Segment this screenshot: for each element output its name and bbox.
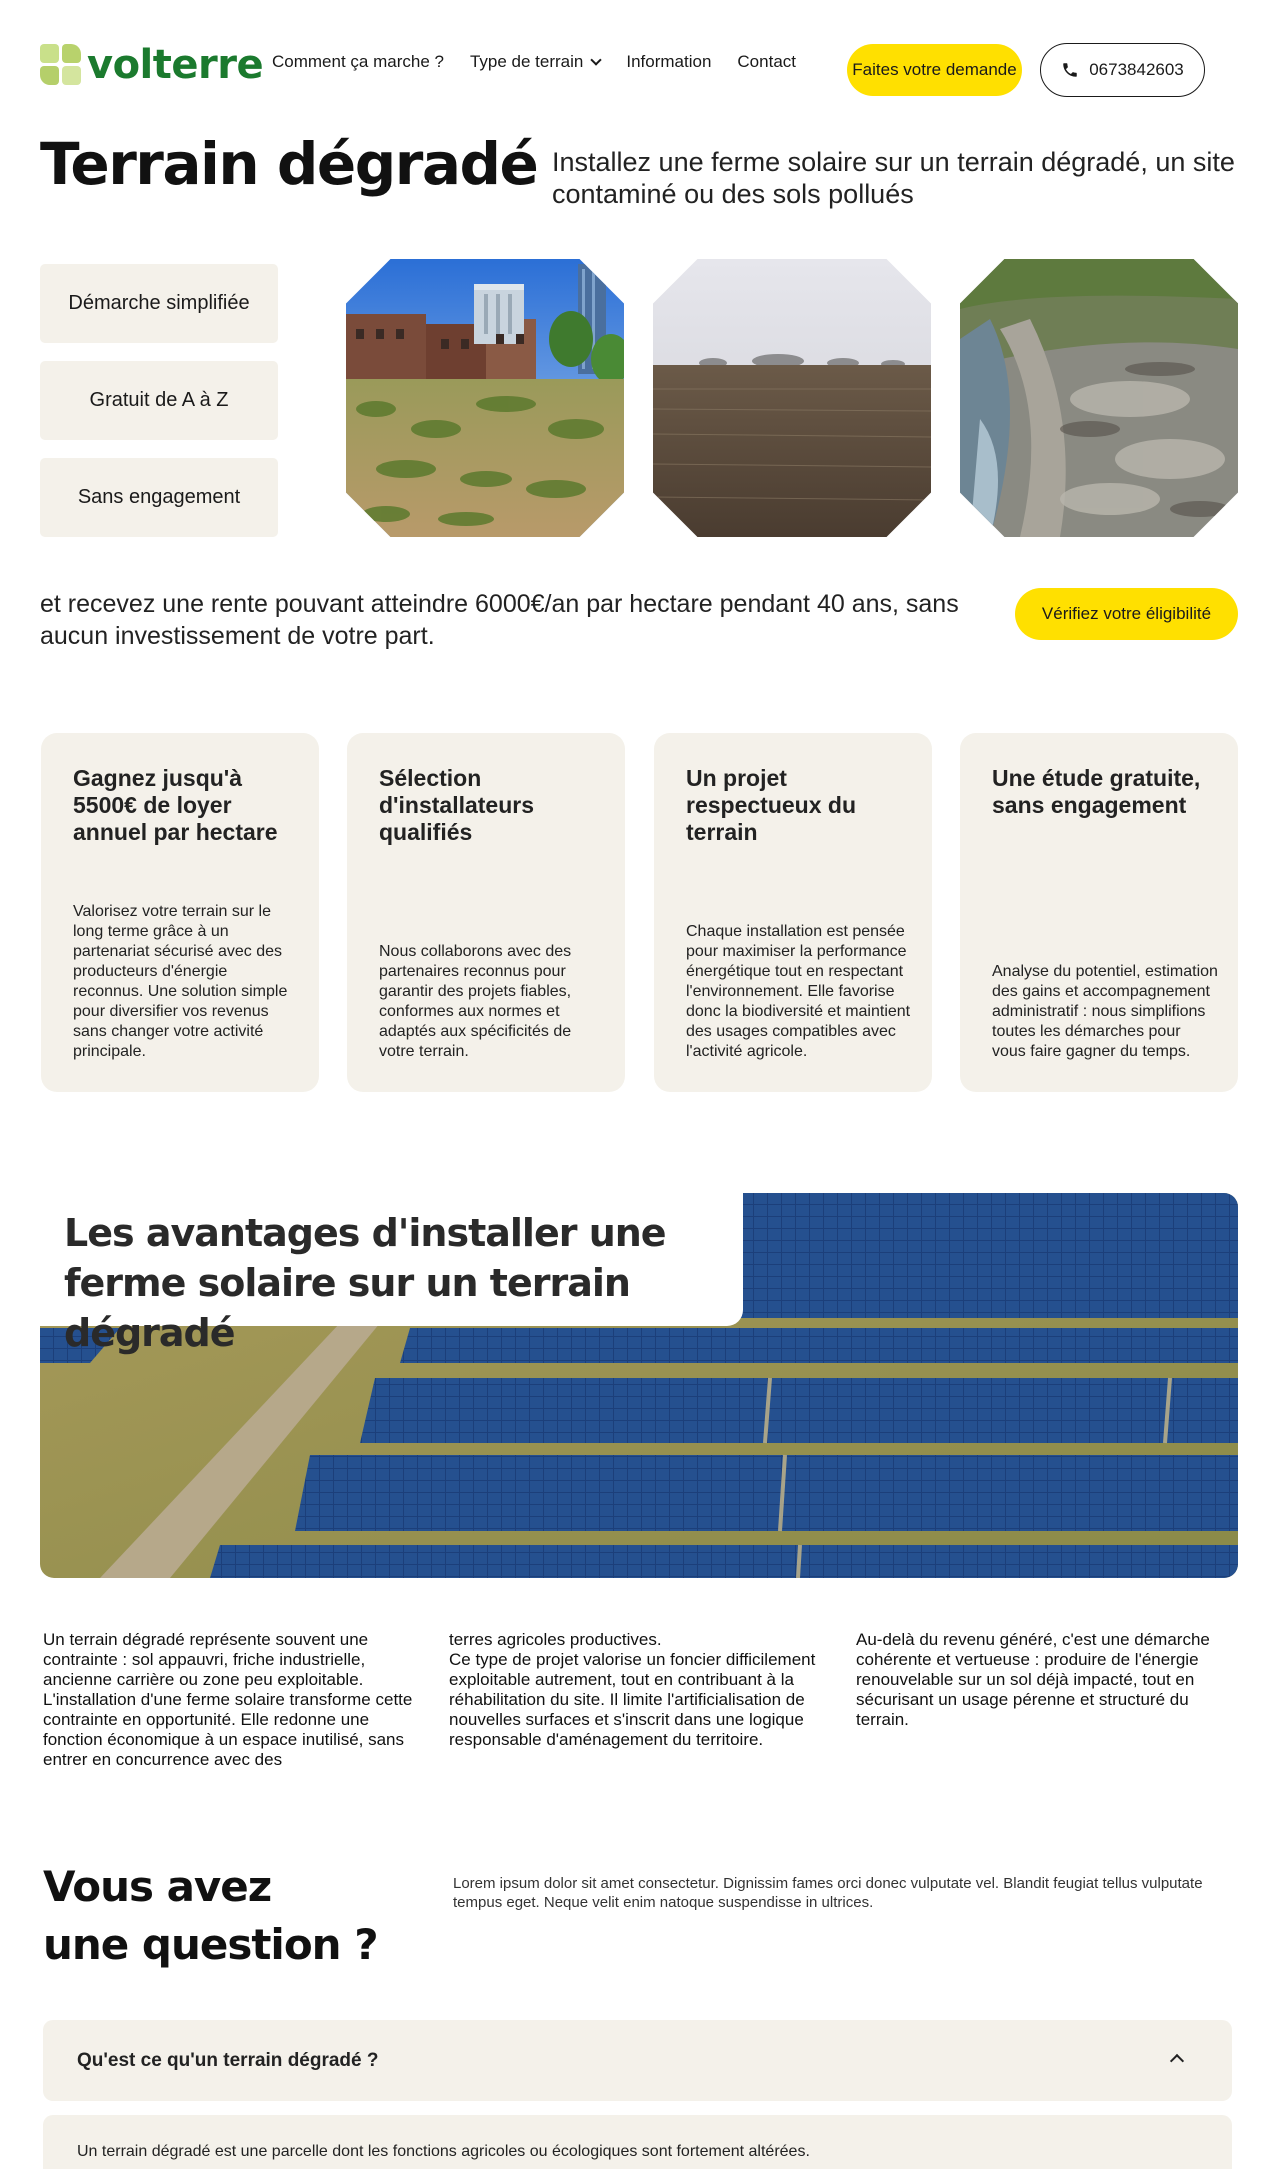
chip-no-commitment: Sans engagement [40,458,278,537]
header [40,40,1240,102]
chip-free: Gratuit de A à Z [40,361,278,440]
nav-information[interactable]: Information [626,52,712,71]
faq-answer-text: Un terrain dégradé est une parcelle dont les fonctions agricoles ou écologiques sont fortement altérées. [77,2143,810,2160]
benefit-card [654,733,932,1092]
field-photo [653,259,931,537]
polluted-soil-photo [960,259,1238,537]
card-title: Un projet respectueux du terrain [686,765,856,845]
card-text: Valorisez votre terrain sur le long terme grâce à un partenariat sécurisé avec des producteurs d'énergie reconnus. Une solution simple pour diversifier vos revenus sans changer votre activité principale. [73,903,288,1060]
chevron-down-icon [591,54,602,65]
logo-leaf-icon [40,44,82,86]
chevron-up-icon[interactable] [1170,2054,1184,2068]
main-nav [272,52,822,72]
faq-question[interactable] [43,2020,1232,2101]
card-title: Sélection d'installateurs qualifiés [379,765,535,845]
card-text: Analyse du potentiel, estimation des gains et accompagnement administratif : nous simplifions toutes les démarches pour vous faire gagner du temps. [992,963,1218,1060]
eligibility-button[interactable]: Vérifiez votre éligibilité [1015,588,1238,640]
faq-intro: Lorem ipsum dolor sit amet consectetur. Dignissim fames orci donec vulputate vel. Blandit feugiat tellus vulputate tempus eget. Neque velit enim natoque suspendisse in ultrices. [453,1875,1203,1911]
benefit-card [347,733,625,1092]
card-title: Gagnez jusqu'à 5500€ de loyer annuel par hectare [73,765,278,845]
phone-number: 0673842603 [1089,60,1184,79]
chip-simple-process: Démarche simplifiée [40,264,278,343]
page-title: Terrain dégradé [40,130,538,198]
faq-title-line-1: Vous avez [43,1862,272,1911]
logo[interactable] [40,42,263,88]
feature-chips [40,264,278,555]
benefit-card [41,733,319,1092]
card-title: Une étude gratuite, sans engagement [992,765,1201,818]
faq-title-line-2: une question ? [43,1920,378,1969]
nav-how-it-works[interactable]: Comment ça marche ? [272,52,444,71]
brownfield-photo [346,259,624,537]
nav-land-type-label: Type de terrain [469,52,584,71]
logo-text: volterre [87,42,264,88]
hero-subtitle: Installez une ferme solaire sur un terrain dégradé, un site contaminé ou des sols pollués [552,147,1235,209]
nav-land-type[interactable] [470,52,600,72]
advantages-col-2: terres agricoles productives. Ce type de projet valorise un foncier difficilement exploitable autrement, tout en contribuant à la réhabilitation du site. Il limite l'artificialisation de nouvelles surfaces et s'inscrit dans une logique responsable d'aménagement du territoire. [449,1630,816,1749]
benefit-card [960,733,1238,1092]
faq-title [43,1858,378,1974]
phone-icon [1061,61,1079,79]
faq-answer [43,2115,1232,2169]
card-text: Nous collaborons avec des partenaires reconnus pour garantir des projets fiables, conformes aux normes et adaptés aux spécificités de votre terrain. [379,943,572,1060]
card-text: Chaque installation est pensée pour maximiser la performance énergétique tout en respectant l'environnement. Elle favorise donc la biodiversité et maintient des usages compatibles avec l'activité agricole. [686,923,911,1060]
advantages-col-3: Au-delà du revenu généré, c'est une démarche cohérente et vertueuse : produire de l'énergie renouvelable sur un sol déjà impacté, tout en sécurisant un usage pérenne et structuré du terrain. [856,1630,1210,1729]
advantages-title: Les avantages d'installer une ferme solaire sur un terrain dégradé [64,1211,666,1355]
request-button[interactable]: Faites votre demande [847,44,1022,96]
faq-question-text: Qu'est ce qu'un terrain dégradé ? [77,2050,379,2071]
rent-text: et recevez une rente pouvant atteindre 6000€/an par hectare pendant 40 ans, sans aucun investissement de votre part. [40,590,959,650]
phone-button[interactable] [1040,43,1205,97]
advantages-col-1: Un terrain dégradé représente souvent une contrainte : sol appauvri, friche industrielle, ancienne carrière ou zone peu exploitable. L'installation d'une ferme solaire transforme cette contrainte en opportunité. Elle redonne une fonction économique à un espace inutilisé, sans entrer en concurrence avec des [43,1630,413,1769]
nav-contact[interactable]: Contact [737,52,796,71]
